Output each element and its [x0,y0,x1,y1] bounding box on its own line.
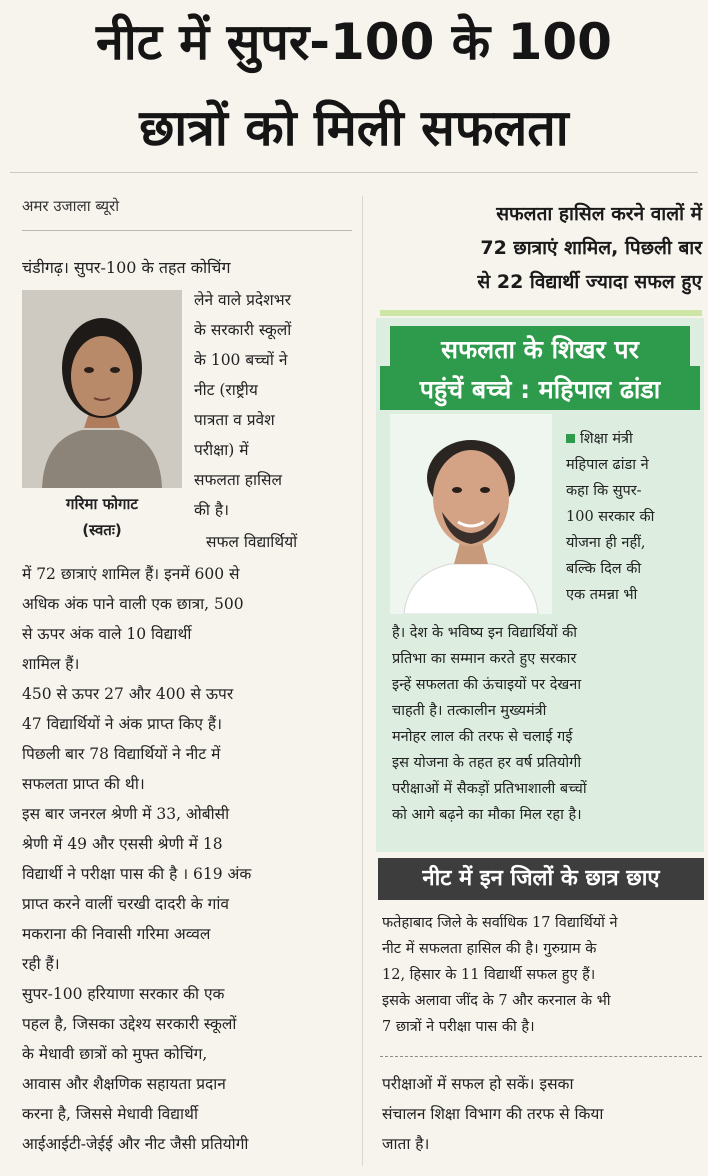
headline-line-1: नीट में सुपर-100 के 100 [96,13,612,71]
text-line: 47 विद्यार्थियों ने अंक प्राप्त किए हैं। [22,715,223,733]
dateline: चंडीगढ़। सुपर-100 के तहत कोचिंग [22,258,231,277]
text-line: श्रेणी में 49 और एससी श्रेणी में 18 [22,835,223,853]
quote-line: कहा कि सुपर- [566,483,642,499]
text-line: रही हैं। [22,955,60,973]
minister-photo [390,414,552,614]
districts-line: इसके अलावा जींद के 7 और करनाल के भी [382,993,611,1009]
text-line: मकराना की निवासी गरिमा अव्वल [22,925,211,943]
text-line: अधिक अंक पाने वाली एक छात्रा, 500 [22,595,244,613]
quote-line: इस योजना के तहत हर वर्ष प्रतियोगी [392,755,582,771]
text-line: के 100 बच्चों ने [194,351,288,369]
text-line: करना है, जिससे मेधावी विद्यार्थी [22,1105,198,1123]
districts-line: 7 छात्रों ने परीक्षा पास की है। [382,1019,535,1035]
square-bullet-icon [566,434,575,443]
subhead-line: 72 छात्राएं शामिल, पिछली बार [480,237,702,259]
student-portrait-icon [22,290,182,488]
text-line: के सरकारी स्कूलों [194,321,292,339]
text-line: में 72 छात्राएं शामिल हैं। इनमें 600 से [22,565,240,583]
quote-line: मनोहर लाल की तरफ से चलाई गई [392,729,573,745]
text-line: नीट (राष्ट्रीय [194,381,258,399]
text-line: से ऊपर अंक वाले 10 विद्यार्थी [22,625,192,643]
districts-title: नीट में इन जिलों के छात्र छाए [422,866,660,891]
quote-line: बल्कि दिल की [566,561,642,577]
text-line: आईआईटी-जेईई और नीट जैसी प्रतियोगी [22,1135,249,1153]
districts-line: 12, हिसार के 11 विद्यार्थी सफल हुए हैं। [382,967,596,983]
continued-line: संचालन शिक्षा विभाग की तरफ से किया [382,1105,604,1123]
student-photo [22,290,182,488]
text-line: आवास और शैक्षणिक सहायता प्रदान [22,1075,226,1093]
quote-line: एक तमन्ना भी [566,587,638,603]
text-line: सफलता हासिल [194,471,282,489]
text-line: परीक्षा) में [194,441,249,459]
headline [0,6,708,164]
text-line: की है। [194,501,229,519]
text-line: विद्यार्थी ने परीक्षा पास की है । 619 अंक [22,865,252,883]
quote-line: योजना ही नहीं, [566,535,646,551]
text-line: सुपर-100 हरियाणा सरकार की एक [22,985,225,1003]
quote-line: को आगे बढ़ने का मौका मिल रहा है। [392,807,582,823]
text-line: प्राप्त करने वालीं चरखी दादरी के गांव [22,895,229,913]
subhead-line: से 22 विद्यार्थी ज्यादा सफल हुए [477,271,702,293]
continued-line: जाता है। [382,1135,430,1153]
text-line: 450 से ऊपर 27 और 400 से ऊपर [22,685,234,703]
minister-portrait-icon [390,414,552,614]
quote-line: इन्हें सफलता की ऊंचाइयों पर देखना [392,677,582,693]
photo-caption-name: गरिमा फोगाट [66,495,138,513]
dashed-divider [380,1056,702,1057]
column-divider [362,196,363,1166]
quote-line: प्रतिभा का सम्मान करते हुए सरकार [392,651,577,667]
text-line: सफलता प्राप्त की थी। [22,775,145,793]
text-line: लेने वाले प्रदेशभर [194,291,291,309]
accent-bar [380,310,702,316]
box-title-line-2: पहुंचें बच्चे : महिपाल ढांडा [419,375,661,404]
subhead-line: सफलता हासिल करने वालों में [496,203,702,225]
quote-line: है। देश के भविष्य इन विद्यार्थियों की [392,625,578,641]
text-line: शामिल हैं। [22,655,80,673]
quote-line: परीक्षाओं में सैकड़ों प्रतिभाशाली बच्चों [392,781,587,797]
text-line: पहल है, जिसका उद्देश्य सरकारी स्कूलों [22,1015,237,1033]
quote-line: चाहती है। तत्कालीन मुख्यमंत्री [392,703,547,719]
continued-line: परीक्षाओं में सफल हो सकें। इसका [382,1075,574,1093]
box-title-line-1: सफलता के शिखर पर [441,335,639,364]
text-line: पिछली बार 78 विद्यार्थियों ने नीट में [22,745,221,763]
headline-divider [10,172,698,173]
text-line: के मेधावी छात्रों को मुफ्त कोचिंग, [22,1045,208,1063]
headline-line-2: छात्रों को मिली सफलता [139,99,569,157]
photo-caption-credit: (स्वतः) [82,521,122,539]
quote-line-lead: शिक्षा मंत्री [566,428,633,448]
byline: अमर उजाला ब्यूरो [22,197,120,215]
quote-line: 100 सरकार की [566,509,655,525]
byline-divider [22,230,352,231]
text-line: सफल विद्यार्थियों [206,533,298,551]
districts-line: फतेहाबाद जिले के सर्वाधिक 17 विद्यार्थियों ने [382,915,618,931]
text-line: पात्रता व प्रवेश [194,411,275,429]
text-line: इस बार जनरल श्रेणी में 33, ओबीसी [22,805,230,823]
districts-line: नीट में सफलता हासिल की है। गुरुग्राम के [382,941,597,957]
quote-line: महिपाल ढांडा ने [566,457,649,473]
